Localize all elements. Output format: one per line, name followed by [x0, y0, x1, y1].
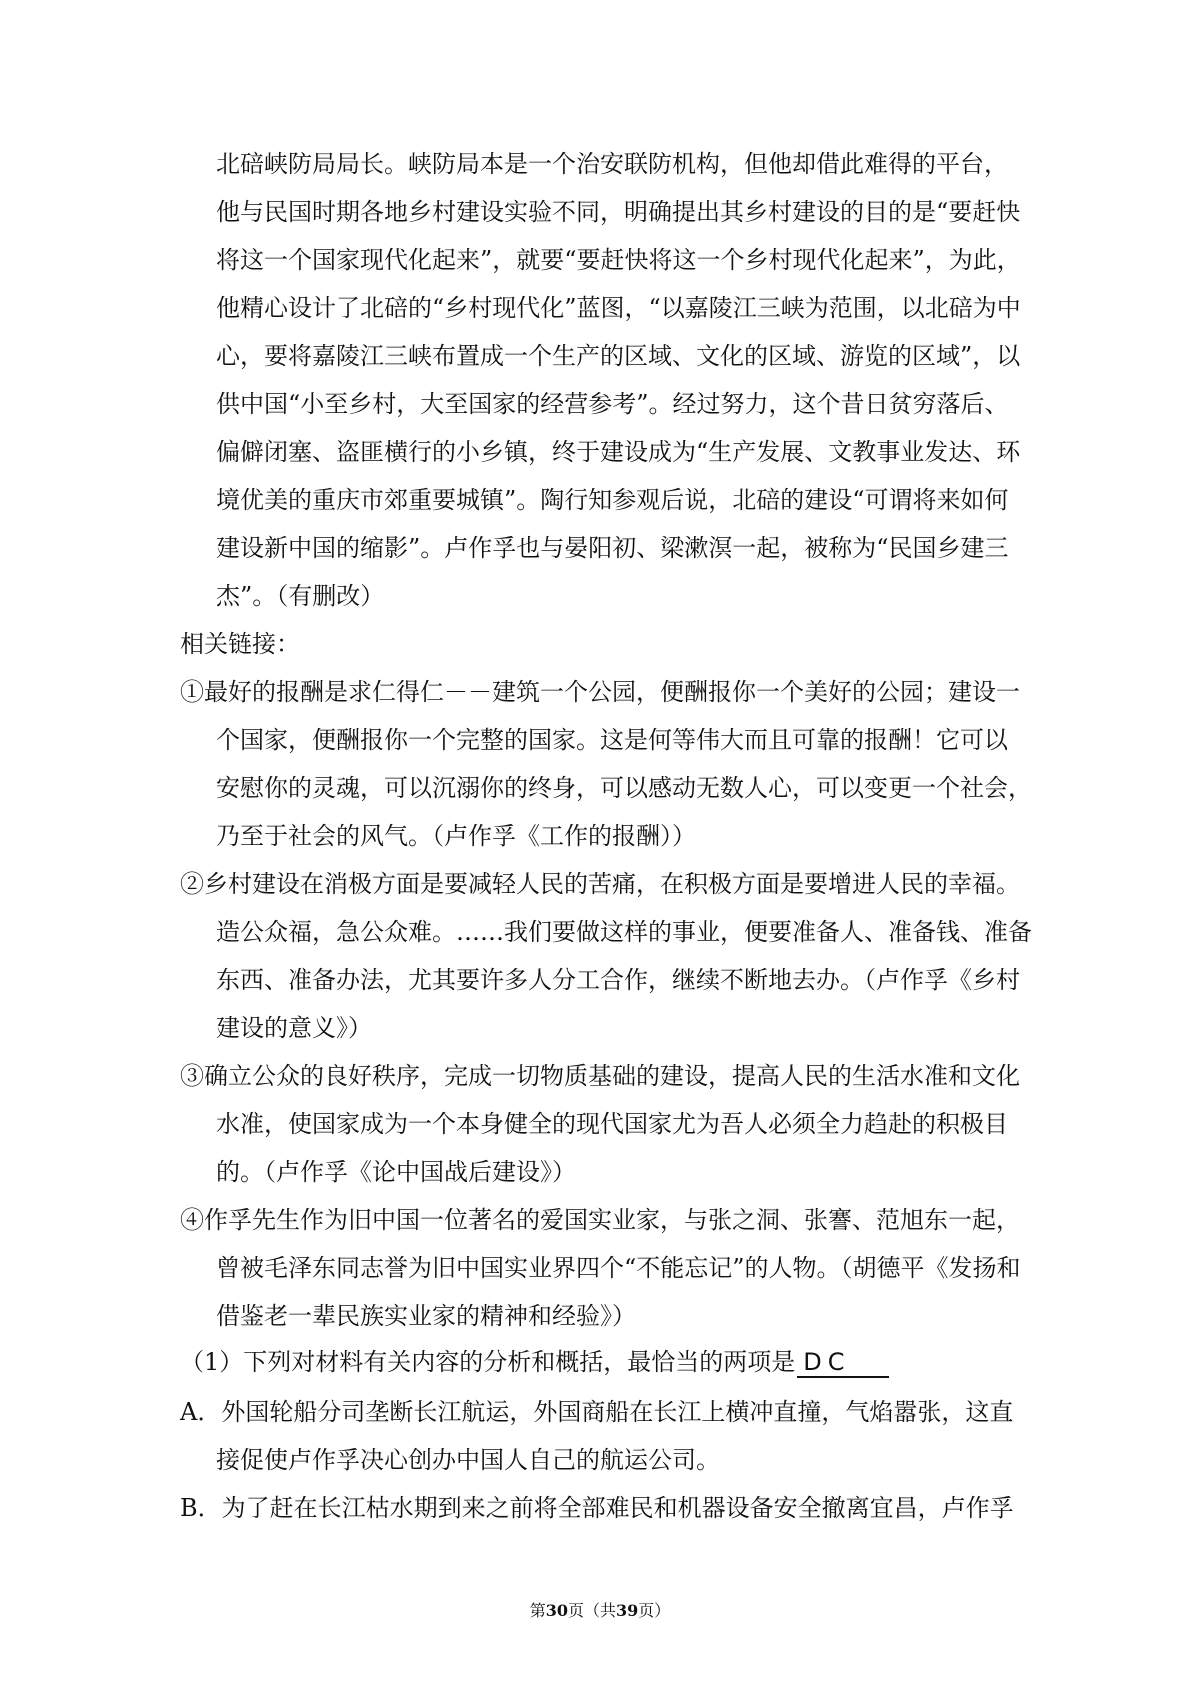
- paragraph-line: 偏僻闭塞、盗匪横行的小乡镇，终于建设成为“生产发展、文教事业发达、环: [216, 438, 1021, 466]
- paragraph-line: 建设新中国的缩影”。卢作孚也与晏阳初、梁漱溟一起，被称为“民国乡建三: [216, 534, 1009, 562]
- link-item-1-line: 乃至于社会的风气。（卢作孚《工作的报酬））: [216, 822, 696, 850]
- footer-prefix: 第: [529, 1601, 546, 1620]
- link-item-2-line: 东西、准备办法，尤其要许多人分工合作，继续不断地去办。（卢作孚《乡村: [216, 966, 1020, 994]
- paragraph-line: 将这一个国家现代化起来”，就要“要赶快将这一个乡村现代化起来”，为此，: [216, 246, 1021, 274]
- link-item-4-line: 曾被毛泽东同志誉为旧中国实业界四个“不能忘记”的人物。（胡德平《发扬和: [216, 1254, 1021, 1282]
- footer-middle: 页（共: [567, 1601, 616, 1620]
- related-links-heading: 相关链接：: [180, 630, 300, 658]
- link-item-3-line: ③确立公众的良好秩序，完成一切物质基础的建设，提高人民的生活水准和文化: [180, 1062, 1020, 1090]
- link-item-1-line: 个国家，便酬报你一个完整的国家。这是何等伟大而且可靠的报酬！它可以: [216, 726, 1008, 754]
- paragraph-line: 他精心设计了北碚的“乡村现代化”蓝图，“以嘉陵江三峡为范围，以北碚为中: [216, 294, 1021, 322]
- link-item-2-line: 造公众福，急公众难。……我们要做这样的事业，便要准备人、准备钱、准备: [216, 918, 1032, 946]
- link-item-4-line: ④作孚先生作为旧中国一位著名的爱国实业家，与张之洞、张謇、范旭东一起，: [180, 1206, 1020, 1234]
- question-1-answer: DC: [797, 1348, 889, 1378]
- link-item-2-line: ②乡村建设在消极方面是要减轻人民的苦痛，在积极方面是要增进人民的幸福。: [180, 870, 1020, 898]
- paragraph-line: 境优美的重庆市郊重要城镇”。陶行知参观后说，北碚的建设“可谓将来如何: [216, 486, 1009, 514]
- page-footer: [0, 1600, 1200, 1622]
- footer-suffix: 页）: [638, 1601, 671, 1620]
- link-item-1-line: ①最好的报酬是求仁得仁－－建筑一个公园，便酬报你一个美好的公园；建设一: [180, 678, 1020, 706]
- link-item-3-line: 水准，使国家成为一个本身健全的现代国家尤为吾人必须全力趋赴的积极目: [216, 1110, 1008, 1138]
- paragraph-line: 心，要将嘉陵江三峡布置成一个生产的区域、文化的区域、游览的区域”，以: [216, 342, 1021, 370]
- paragraph-line: 杰”。（有删改）: [216, 582, 385, 610]
- option-a-line: 接促使卢作孚决心创办中国人自己的航运公司。: [216, 1446, 720, 1474]
- paragraph-line: 供中国“小至乡村，大至国家的经营参考”。经过努力，这个昔日贫穷落后、: [216, 390, 1009, 418]
- question-1-prompt: （1）下列对材料有关内容的分析和概括，最恰当的两项是: [180, 1348, 796, 1376]
- option-b-line: B．为了赶在长江枯水期到来之前将全部难民和机器设备安全撤离宜昌，卢作孚: [180, 1494, 1014, 1522]
- link-item-4-line: 借鉴老一辈民族实业家的精神和经验》）: [216, 1302, 636, 1330]
- question-1: [180, 1345, 889, 1379]
- footer-page-number: 30: [545, 1601, 568, 1620]
- link-item-3-line: 的。（卢作孚《论中国战后建设》）: [216, 1158, 576, 1186]
- link-item-1-line: 安慰你的灵魂，可以沉溺你的终身，可以感动无数人心，可以变更一个社会，: [216, 774, 1032, 802]
- option-a-line: A．外国轮船分司垄断长江航运，外国商船在长江上横冲直撞，气焰嚣张，这直: [180, 1398, 1014, 1426]
- paragraph-line: 他与民国时期各地乡村建设实验不同，明确提出其乡村建设的目的是“要赶快: [216, 198, 1021, 226]
- footer-total-pages: 39: [616, 1601, 639, 1620]
- paragraph-line: 北碚峡防局局长。峡防局本是一个治安联防机构，但他却借此难得的平台，: [216, 150, 1008, 178]
- link-item-2-line: 建设的意义》）: [216, 1014, 372, 1042]
